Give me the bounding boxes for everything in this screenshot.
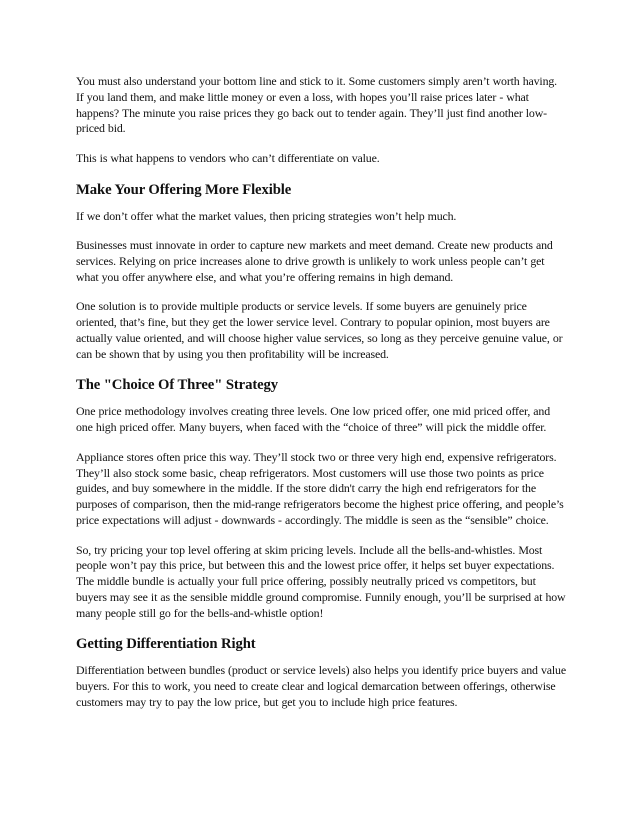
flexible-paragraph-3: One solution is to provide multiple products or service levels. If some buyers are genuinely price oriented, that’s fine, but they get the lower service level. Contrary to popular opinion, most buyers are actually value oriented, and will choose higher value services, so long as they perceive genuine value, or can be shown that by using you then profitability will be increased. <box>76 299 563 361</box>
section-heading-flexible-offering: Make Your Offering More Flexible <box>76 181 292 198</box>
section-heading-choice-of-three: The "Choice Of Three" Strategy <box>76 377 279 394</box>
choice-paragraph-1: One price methodology involves creating three levels. One low priced offer, one mid priced offer, and one high priced offer. Many buyers, when faced with the “choice of three” will pick the middle offer. <box>76 404 550 435</box>
choice-paragraph-3: So, try pricing your top level offering at skim pricing levels. Include all the bells-and-whistles. Most people won’t pay this price, but between this and the lowest price offer, it helps set buyer expectations. The middle bundle is actually your full price offering, possibly neutrally priced vs competitors, but buyers may see it as the sensible middle ground compromise. Funnily enough, you’ll be surprised at how many people still go for the bells-and-whistle option! <box>76 542 566 620</box>
section-heading-differentiation: Getting Differentiation Right <box>76 636 256 653</box>
choice-paragraph-2: Appliance stores often price this way. They’ll stock two or three very high end, expensive refrigerators. They’ll also stock some basic, cheap refrigerators. Most customers will use those two points as price guides, and buy somewhere in the middle. If the store didn't carry the high end refrigerators for the purposes of comparison, then the mid-range refrigerators become the highest price offering, and people’s price expectations will adjust - downwards - accordingly. The middle is seen as the “sensible” choice. <box>76 449 564 527</box>
flexible-paragraph-2: Businesses must innovate in order to capture new markets and meet demand. Create new products and services. Relying on price increases alone to drive growth is unlikely to work unless people can’t get what you offer anywhere else, and what you’re offering remains in high demand. <box>76 238 553 284</box>
document-body <box>76 74 566 724</box>
differentiation-paragraph-1: Differentiation between bundles (product or service levels) also helps you identify price buyers and value buyers. For this to work, you need to create clear and logical demarcation between offerings, otherwise customers may try to pay the low price, but get you to include high price features. <box>76 663 566 709</box>
intro-paragraph-2: This is what happens to vendors who can’t differentiate on value. <box>76 150 380 165</box>
intro-paragraph-1: You must also understand your bottom line and stick to it. Some customers simply aren’t worth having. If you land them, and make little money or even a loss, with hopes you’ll raise prices later - what happens? The minute you raise prices they go back out to tender again. They’ll just find another low-priced bid. <box>76 74 557 136</box>
flexible-paragraph-1: If we don’t offer what the market values, then pricing strategies won’t help much. <box>76 208 457 223</box>
